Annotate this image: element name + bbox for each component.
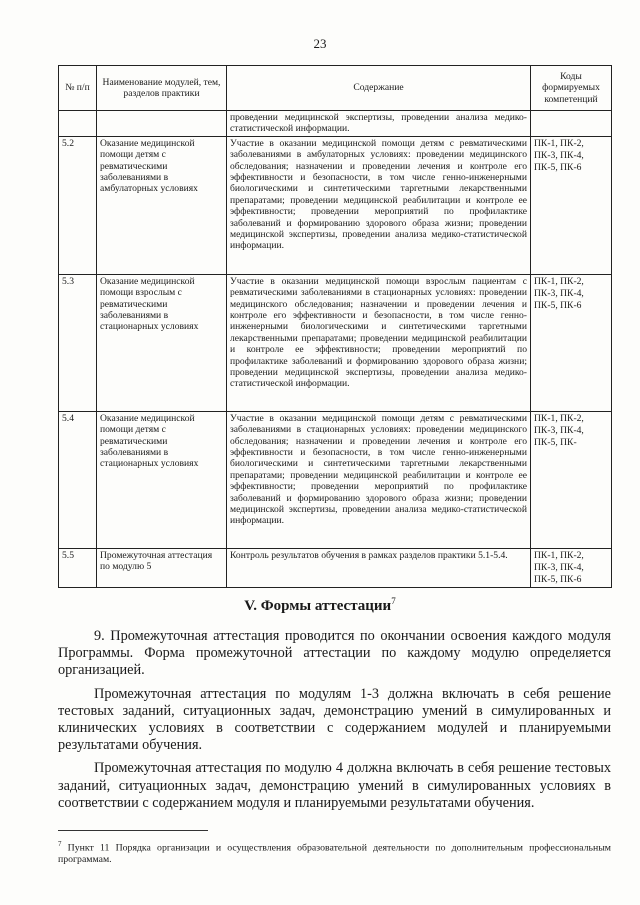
row-num: 5.4 [59,411,97,548]
row-name: Оказание медицинской помощи взрослым с ревматическими заболеваниями в стационарных условиях [97,274,227,411]
table-row [59,548,612,588]
row-num: 5.3 [59,274,97,411]
header-name: Наименование модулей, тем, разделов практики [97,66,227,111]
row-num [59,111,97,137]
row-codes: ПК-1, ПК-2, ПК-3, ПК-4, ПК-5, ПК-6 [531,136,612,274]
footnote-marker: 7 [58,840,62,848]
row-name: Промежуточная аттестация по модулю 5 [97,548,227,588]
row-content: Контроль результатов обучения в рамках разделов практики 5.1-5.4. [227,548,531,588]
row-name [97,111,227,137]
row-content: Участие в оказании медицинской помощи взрослым пациентам с ревматическими заболеваниями в стационарных условиях: проведении медицинского обследования; назначении и проведении лечения и контроле его эффективности и безопасности, в том числе генно-инженерными биологическими и синтетическими таргетными лекарственными препаратами; проведении медицинской реабилитации и контроле ее эффективности; проведении мероприятий по профилактике заболеваний и формированию здорового образа жизни; проведении медицинской экспертизы, проведении анализа медико-статистической информации. [227,274,531,411]
row-name: Оказание медицинской помощи детям с ревматическими заболеваниями в стационарных условиях [97,411,227,548]
row-content: Участие в оказании медицинской помощи детям с ревматическими заболеваниями в стационарных условиях: проведении медицинского обследования; назначении и проведении лечения и контроле его эффективности и безопасности, в том числе генно-инженерными биологическими и синтетическими таргетными лекарственными препаратами; проведении медицинской реабилитации и контроле ее эффективности; проведении мероприятий по профилактике заболеваний и формированию здорового образа жизни; проведении медицинской экспертизы, проведении анализа медико-статистической информации. [227,411,531,548]
row-codes: ПК-1, ПК-2, ПК-3, ПК-4, ПК-5, ПК-6 [531,274,612,411]
row-name: Оказание медицинской помощи детям с ревматическими заболеваниями в амбулаторных условиях [97,136,227,274]
footnote-divider [58,830,208,831]
section-heading [0,596,640,615]
header-codes: Коды формируемых компетенций [531,66,612,111]
header-num: № п/п [59,66,97,111]
row-codes [531,111,612,137]
paragraph: 9. Промежуточная аттестация проводится по окончании освоения каждого модуля Программы. Форма промежуточной аттестации по каждому модулю определяется организацией. [58,628,611,679]
body-text [58,628,611,818]
paragraph: Промежуточная аттестация по модулям 1-3 должна включать в себя решение тестовых заданий, ситуационных задач, демонстрацию умений в симулированных и клинических условиях в соответствии с содержанием модулей и планируемыми результатами обучения. [58,685,611,754]
row-codes: ПК-1, ПК-2, ПК-3, ПК-4, ПК-5, ПК-6 [531,548,612,588]
footnote [58,838,611,866]
row-num: 5.5 [59,548,97,588]
row-codes: ПК-1, ПК-2, ПК-3, ПК-4, ПК-5, ПК- [531,411,612,548]
row-content: Участие в оказании медицинской помощи детям с ревматическими заболеваниями в амбулаторных условиях: проведении медицинского обследования; назначении и проведении лечения и контроле его эффективности и безопасности, в том числе генно-инженерными биологическими и синтетическими таргетными лекарственными препаратами; проведении медицинской реабилитации и контроле ее эффективности; проведении мероприятий по профилактике заболеваний и формированию здорового образа жизни; проведении медицинской экспертизы, проведении анализа медико-статистической информации. [227,136,531,274]
section-title: V. Формы аттестации [244,598,392,614]
row-num: 5.2 [59,136,97,274]
table-row [59,111,612,137]
paragraph: Промежуточная аттестация по модулю 4 должна включать в себя решение тестовых заданий, ситуационных задач, демонстрацию умений в симулированных условиях в соответствии с содержанием модуля и планируемыми результатами обучения. [58,760,611,811]
page-number: 23 [313,36,327,51]
row-content: проведении медицинской экспертизы, проведении анализа медико-статистической информации. [227,111,531,137]
table-row [59,136,612,274]
table-header-row [59,66,612,111]
table-row [59,411,612,548]
header-content: Содержание [227,66,531,111]
table-row [59,274,612,411]
practice-table [58,65,612,588]
footnote-text: Пункт 11 Порядка организации и осуществления образовательной деятельности по дополнительным профессиональным программам. [58,842,611,866]
footnote-ref[interactable]: 7 [391,596,396,606]
